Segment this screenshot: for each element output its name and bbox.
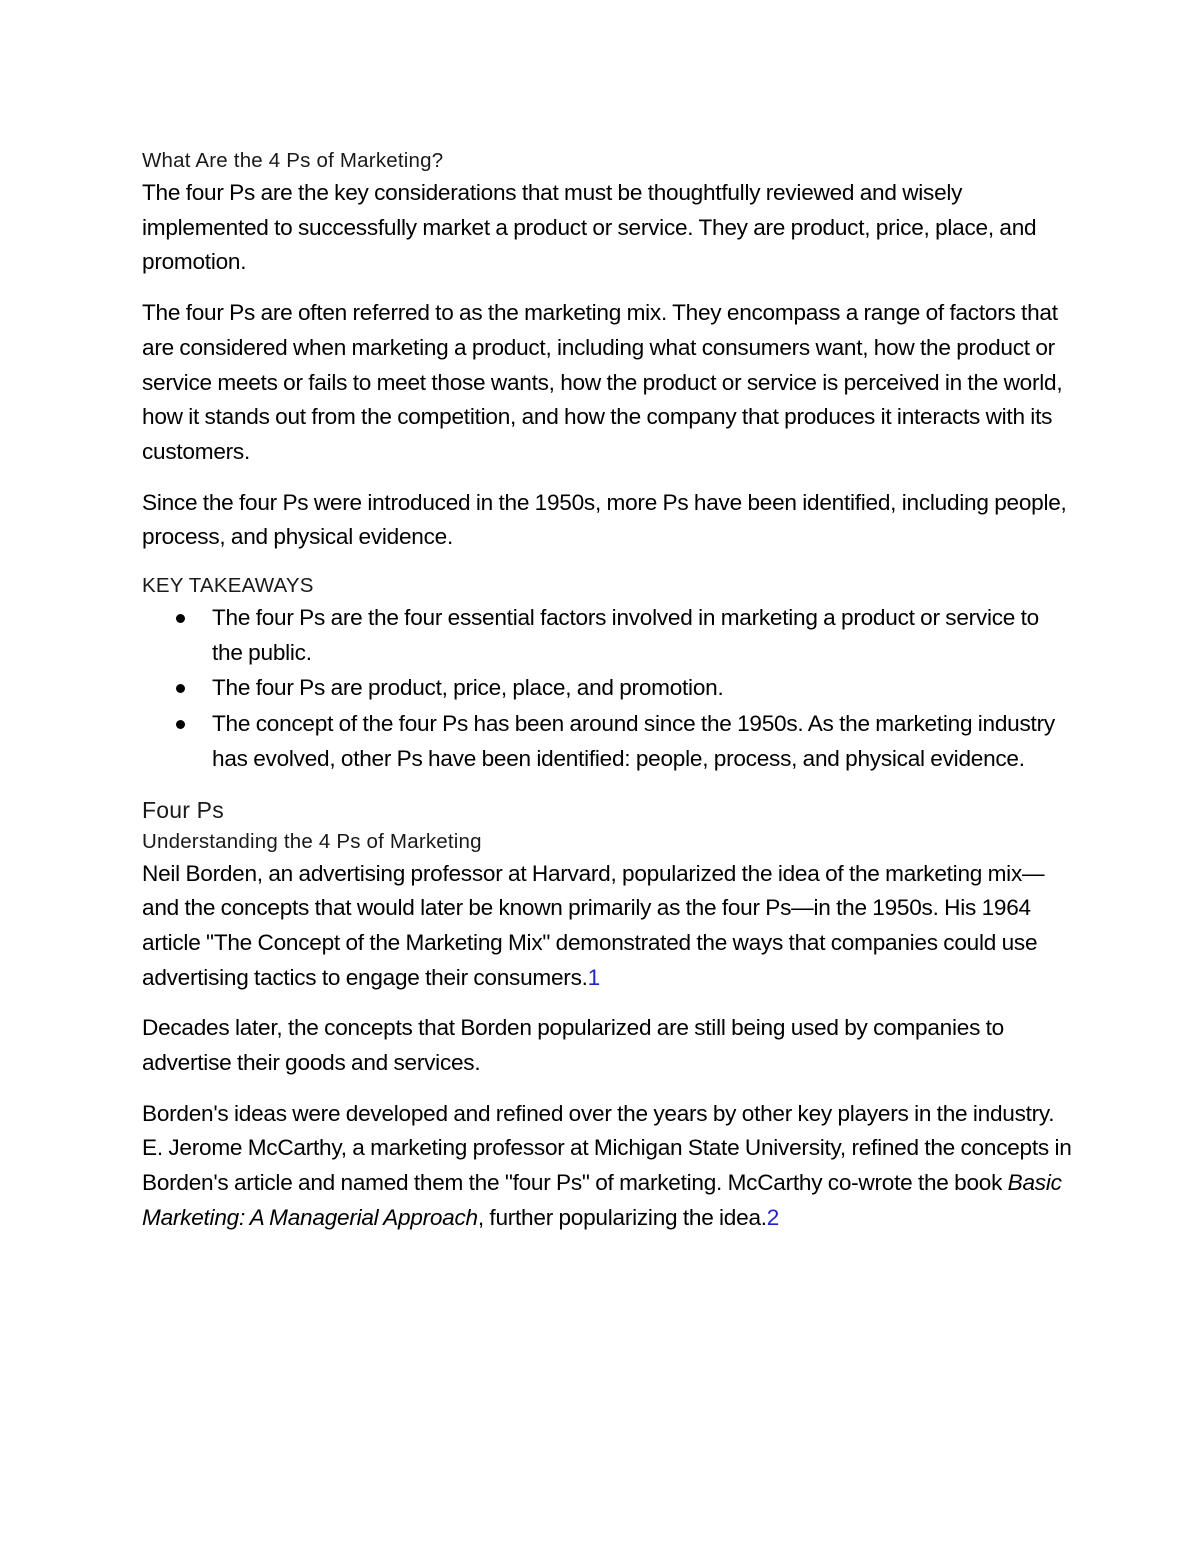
paragraph-borden [142,857,1072,996]
paragraph-mccarthy-end: , further popularizing the idea. [477,1204,767,1230]
paragraph-more-ps: Since the four Ps were introduced in the 1950s, more Ps have been identified, including people, process, and physical evidence. [142,489,1067,550]
paragraph-mccarthy-text: Borden's ideas were developed and refined over the years by other key players in the industry. E. Jerome McCarthy, a marketing professor at Michigan State University, refined the concepts in Borden's article and named them the "four Ps" of marketing. McCarthy co-wrote the book [142,1100,1072,1196]
citation-link-2[interactable]: 2 [766,1204,780,1230]
heading-four-ps: Four Ps [142,796,224,823]
heading-what-are-4ps: What Are the 4 Ps of Marketing? [142,149,444,172]
bullet-icon [176,720,185,729]
takeaways-list [142,601,1072,777]
paragraph-borden-text: Neil Borden, an advertising professor at Harvard, popularized the idea of the marketing mix—and the concepts that would later be known primarily as the four Ps—in the 1950s. His 1964 article "The Concept of the Marketing Mix" demonstrated the ways that companies could use advertising tactics to engage their consumers. [142,860,1045,990]
paragraph-marketing-mix: The four Ps are often referred to as the marketing mix. They encompass a range of factors that are considered when marketing a product, including what consumers want, how the product or service meets or fails to meet those wants, how the product or service is perceived in the world, how it stands out from the competition, and how the company that produces it interacts with its customers. [142,300,1063,464]
citation-link-1[interactable]: 1 [587,964,600,990]
list-item-text: The concept of the four Ps has been around since the 1950s. As the marketing industry has evolved, other Ps have been identified: people, process, and physical evidence. [212,711,1055,771]
list-item [142,671,1072,706]
list-item [142,707,1072,776]
list-item [142,601,1072,670]
bullet-icon [176,684,185,693]
bullet-icon [176,614,185,623]
book-title: Basic Marketing: A Managerial Approach [142,1170,1062,1230]
heading-key-takeaways: KEY TAKEAWAYS [142,574,314,598]
document-page [142,146,1072,1236]
subheading-understanding: Understanding the 4 Ps of Marketing [142,829,482,853]
paragraph-intro: The four Ps are the key considerations that must be thoughtfully reviewed and wisely implemented to successfully market a product or service. They are product, price, place, and promotion. [142,180,1037,275]
list-item-text: The four Ps are the four essential factors involved in marketing a product or service to the public. [212,605,1039,665]
paragraph-decades-later: Decades later, the concepts that Borden popularized are still being used by companies to advertise their goods and services. [142,1015,1004,1076]
paragraph-mccarthy [142,1097,1072,1236]
list-item-text: The four Ps are product, price, place, and promotion. [212,675,724,701]
